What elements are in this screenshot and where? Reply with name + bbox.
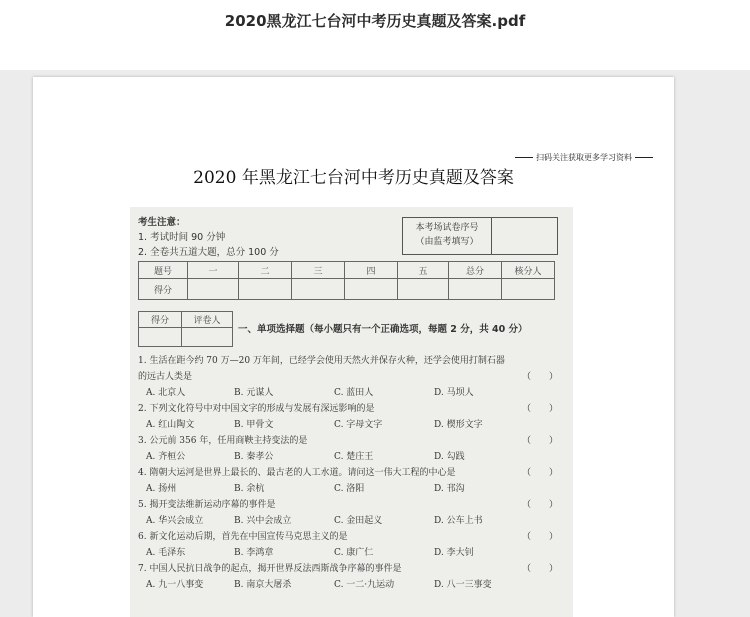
option: A. 齐桓公 bbox=[146, 452, 186, 462]
question-stem bbox=[138, 401, 558, 417]
score-table bbox=[138, 261, 555, 300]
option: B. 南京大屠杀 bbox=[234, 580, 292, 590]
option: D. 勾践 bbox=[434, 452, 465, 462]
dash-left bbox=[515, 157, 533, 158]
notice-line: 1. 考试时间 90 分钟 bbox=[138, 232, 226, 243]
answer-paren: （ ） bbox=[521, 500, 558, 510]
seat-label-line: （由监考填写） bbox=[415, 237, 479, 247]
score-cell bbox=[345, 279, 398, 300]
question-options bbox=[138, 449, 558, 465]
stem-text: 2. 下列文化符号中对中国文字的形成与发展有深远影响的是 bbox=[138, 404, 375, 414]
stem-text: 的远古人类是 bbox=[138, 372, 193, 382]
stem-text: 6. 新文化运动后期，首先在中国宣传马克思主义的是 bbox=[138, 532, 348, 542]
grader-table bbox=[138, 311, 233, 347]
seat-label-line: 本考场试卷序号 bbox=[415, 223, 479, 233]
question-stem bbox=[138, 465, 558, 481]
seat-number-box bbox=[402, 217, 558, 255]
document-title: 2020 年黑龙江七台河中考历史真题及答案 bbox=[193, 168, 514, 188]
answer-paren: （ ） bbox=[521, 436, 558, 446]
option: B. 秦孝公 bbox=[234, 452, 274, 462]
option: C. 一二·九运动 bbox=[334, 580, 395, 590]
grader-header: 评卷人 bbox=[182, 312, 233, 328]
score-header: 三 bbox=[292, 262, 345, 279]
answer-paren: （ ） bbox=[521, 468, 558, 478]
option: A. 红山陶文 bbox=[146, 420, 195, 430]
score-header: 五 bbox=[398, 262, 449, 279]
question-options bbox=[138, 577, 558, 593]
question-list bbox=[138, 353, 558, 593]
score-cell bbox=[449, 279, 502, 300]
question-options bbox=[138, 385, 558, 401]
dash-right bbox=[635, 157, 653, 158]
option: C. 字母文字 bbox=[334, 420, 383, 430]
option: C. 蓝田人 bbox=[334, 388, 374, 398]
option: A. 扬州 bbox=[146, 484, 177, 494]
question-options bbox=[138, 481, 558, 497]
notice-heading: 考生注意： bbox=[138, 217, 186, 228]
question-options bbox=[138, 513, 558, 529]
side-note-text: 扫码关注获取更多学习资料 bbox=[536, 153, 632, 162]
option: B. 李鸿章 bbox=[234, 548, 274, 558]
grader-cell bbox=[139, 328, 182, 347]
seat-number-label bbox=[403, 218, 492, 254]
stem-text: 1. 生活在距今约 70 万—20 万年间，已经学会使用天然火并保存火种，还学会使用打制石器 bbox=[138, 356, 505, 366]
scanned-exam-image bbox=[130, 207, 573, 617]
question-options bbox=[138, 417, 558, 433]
option: D. 邗沟 bbox=[434, 484, 465, 494]
question-stem bbox=[138, 529, 558, 545]
option: B. 兴中会成立 bbox=[234, 516, 292, 526]
score-header: 二 bbox=[239, 262, 292, 279]
score-header: 题号 bbox=[139, 262, 188, 279]
question-stem bbox=[138, 497, 558, 513]
side-note bbox=[512, 152, 656, 163]
stem-text: 5. 揭开变法维新运动序幕的事件是 bbox=[138, 500, 276, 510]
score-header: 核分人 bbox=[502, 262, 555, 279]
grader-header: 得分 bbox=[139, 312, 182, 328]
score-cell bbox=[292, 279, 345, 300]
option: C. 金田起义 bbox=[334, 516, 383, 526]
question-options bbox=[138, 545, 558, 561]
answer-paren: （ ） bbox=[521, 404, 558, 414]
question-stem bbox=[138, 561, 558, 577]
option: D. 楔形文字 bbox=[434, 420, 483, 430]
section-heading: 一、单项选择题（每小题只有一个正确选项，每题 2 分，共 40 分） bbox=[238, 324, 528, 335]
option: C. 楚庄王 bbox=[334, 452, 374, 462]
grader-cell bbox=[182, 328, 233, 347]
option: D. 八一三事变 bbox=[434, 580, 492, 590]
option: A. 毛泽东 bbox=[146, 548, 186, 558]
answer-paren: （ ） bbox=[521, 372, 558, 382]
option: C. 康广仁 bbox=[334, 548, 374, 558]
score-row-label: 得分 bbox=[139, 279, 188, 300]
stem-text: 3. 公元前 356 年，任用商鞅主持变法的是 bbox=[138, 436, 308, 446]
option: B. 余杭 bbox=[234, 484, 265, 494]
score-cell bbox=[502, 279, 555, 300]
viewer-header bbox=[0, 0, 750, 70]
question-stem bbox=[138, 353, 558, 369]
option: D. 马坝人 bbox=[434, 388, 474, 398]
score-cell bbox=[188, 279, 239, 300]
option: A. 北京人 bbox=[146, 388, 186, 398]
score-header: 四 bbox=[345, 262, 398, 279]
option: D. 李大钊 bbox=[434, 548, 474, 558]
option: B. 甲骨文 bbox=[234, 420, 274, 430]
option: C. 洛阳 bbox=[334, 484, 365, 494]
notice-line: 2. 全卷共五道大题，总分 100 分 bbox=[138, 247, 279, 258]
stem-text: 7. 中国人民抗日战争的起点，揭开世界反法西斯战争序幕的事件是 bbox=[138, 564, 402, 574]
question-stem bbox=[138, 433, 558, 449]
score-header: 总分 bbox=[449, 262, 502, 279]
option: A. 华兴会成立 bbox=[146, 516, 204, 526]
stem-text: 4. 隋朝大运河是世界上最长的、最古老的人工水道。请问这一伟大工程的中心是 bbox=[138, 468, 456, 478]
score-cell bbox=[398, 279, 449, 300]
answer-paren: （ ） bbox=[521, 532, 558, 542]
option: B. 元谋人 bbox=[234, 388, 274, 398]
question-stem bbox=[138, 369, 558, 385]
score-header: 一 bbox=[188, 262, 239, 279]
score-cell bbox=[239, 279, 292, 300]
option: A. 九一八事变 bbox=[146, 580, 204, 590]
answer-paren: （ ） bbox=[521, 564, 558, 574]
option: D. 公车上书 bbox=[434, 516, 483, 526]
exam-notice bbox=[138, 215, 279, 260]
file-title: 2020黑龙江七台河中考历史真题及答案.pdf bbox=[224, 12, 526, 30]
pdf-page bbox=[33, 77, 674, 617]
